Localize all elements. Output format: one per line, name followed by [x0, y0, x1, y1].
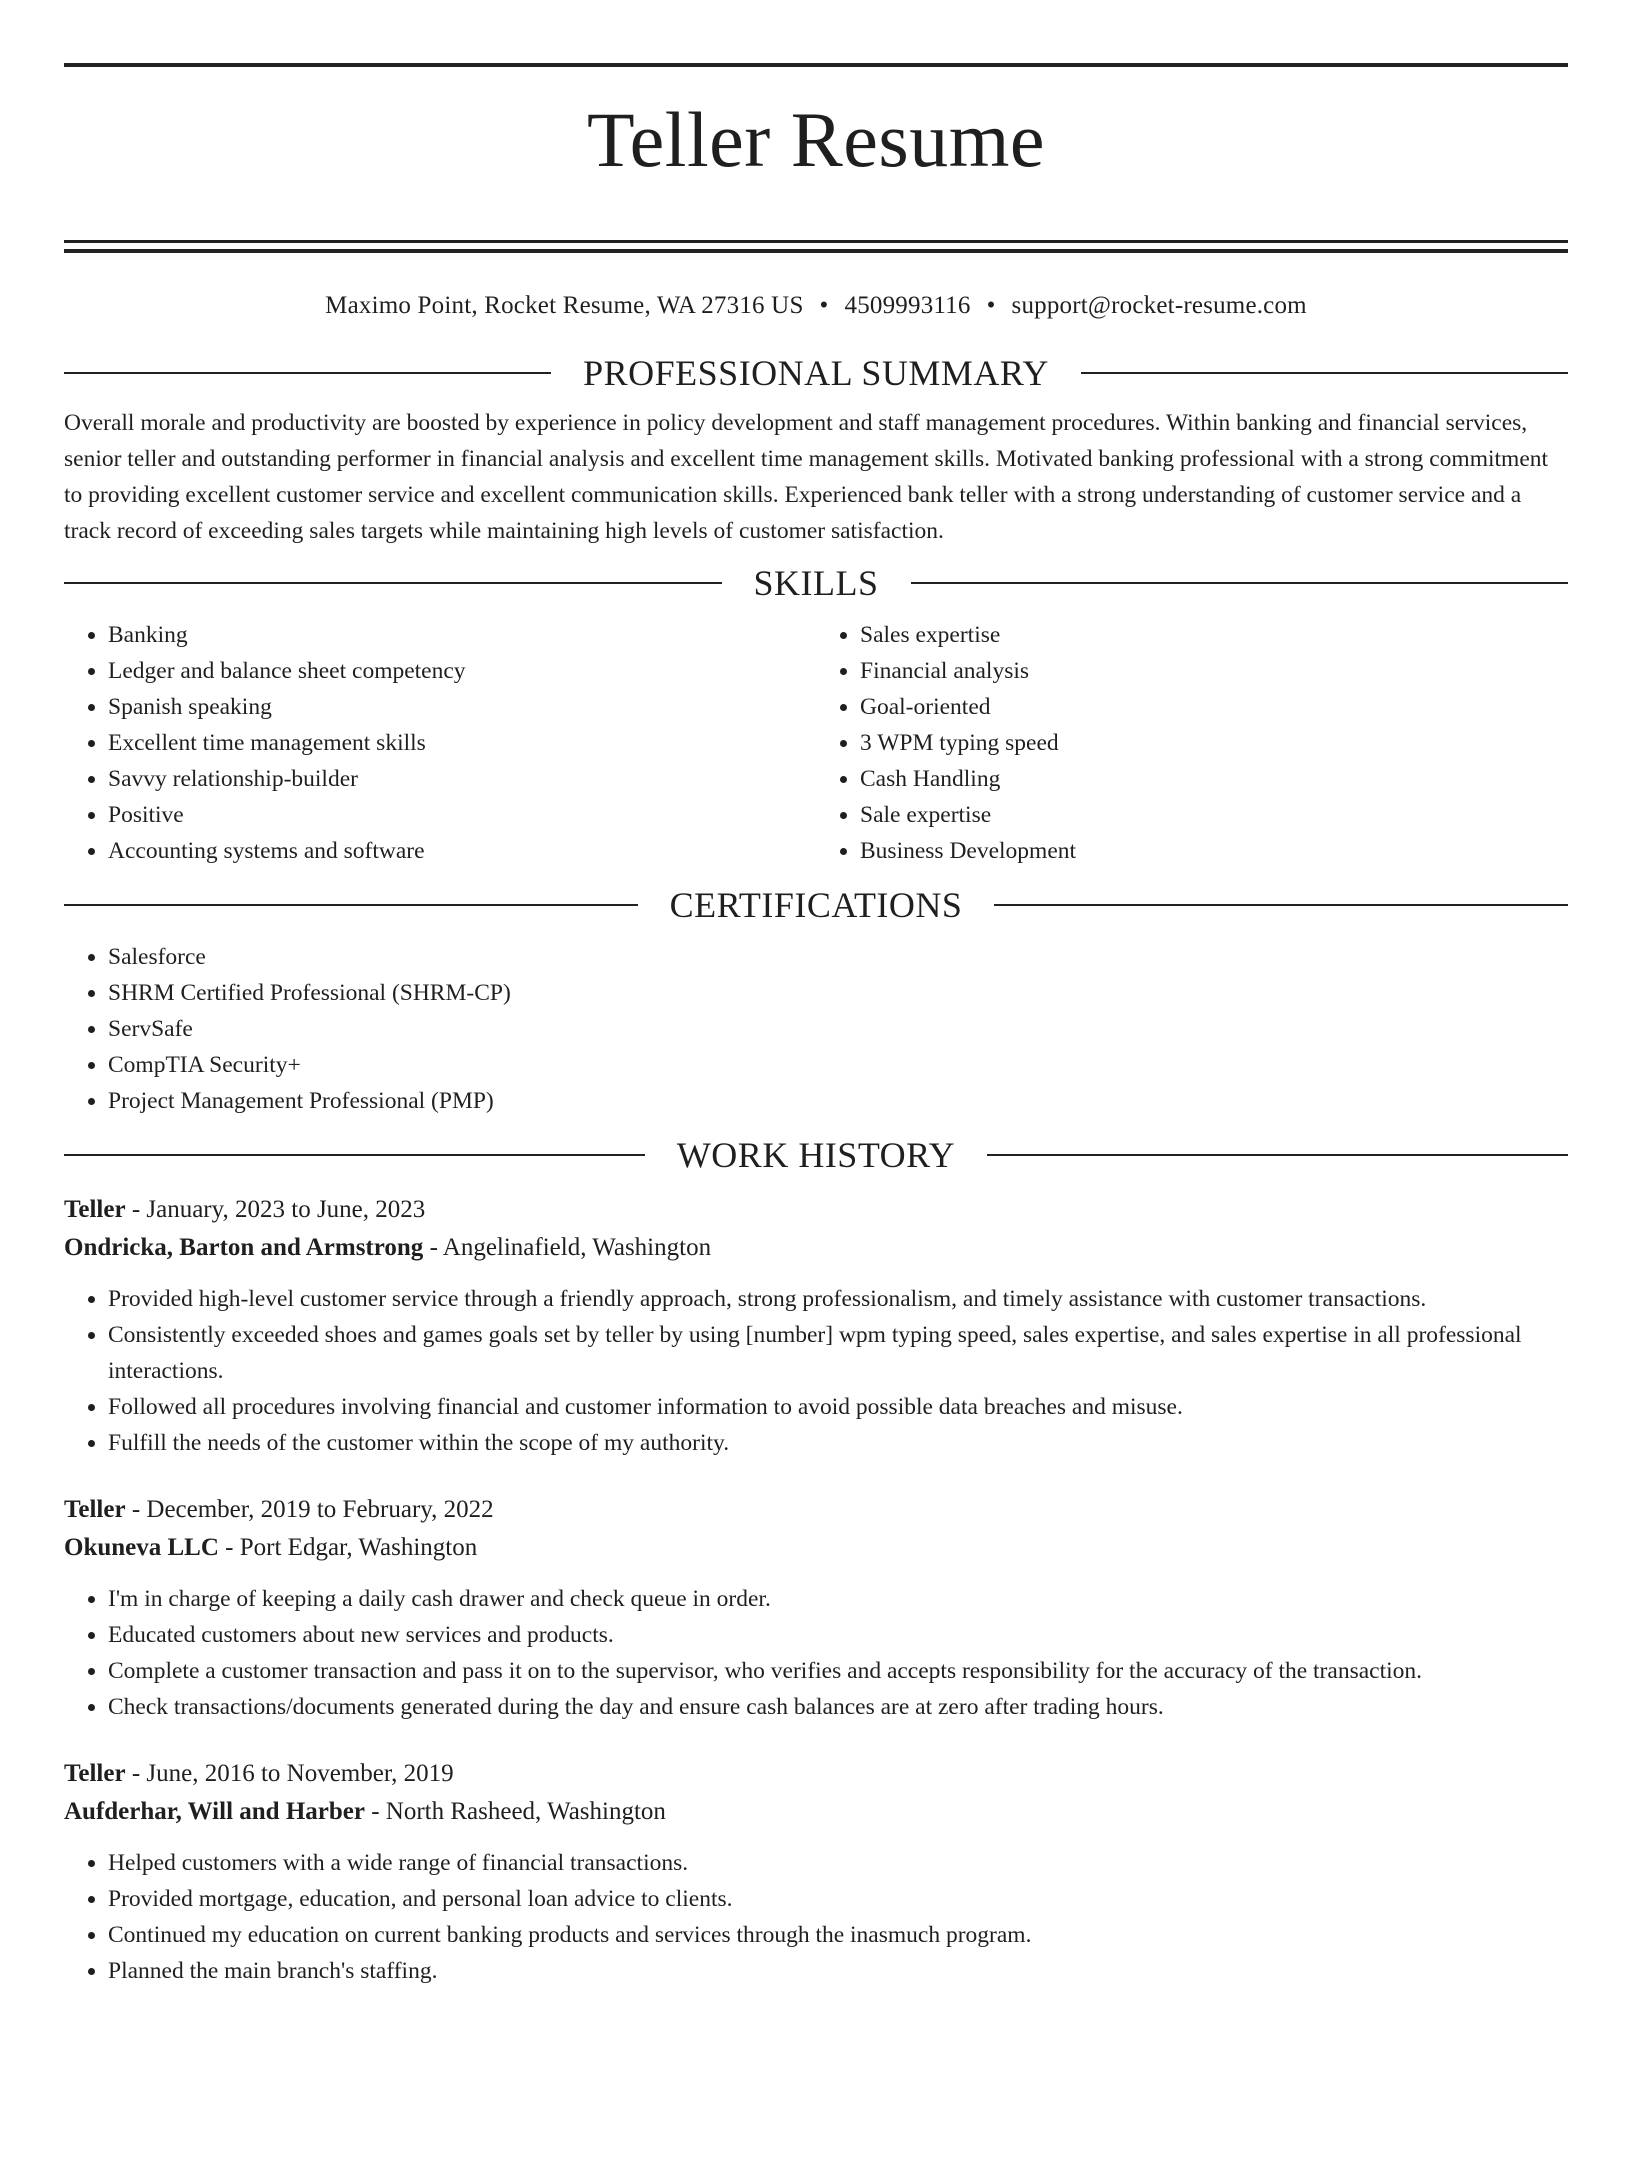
title-double-rule: [64, 240, 1568, 253]
job-entry: [64, 1191, 1568, 1461]
job-title: Teller: [64, 1760, 126, 1787]
skill-item: • Savvy relationship-builder: [108, 761, 816, 797]
skill-item: • Sale expertise: [860, 797, 1568, 833]
skill-item: • Accounting systems and software: [108, 833, 816, 869]
skill-item: • Banking: [108, 617, 816, 653]
duty-item: • Provided high-level customer service through a friendly approach, strong professionalism, and timely assistance with customer transactions.: [108, 1281, 1568, 1317]
duty-item: • Continued my education on current banking products and services through the inasmuch program.: [108, 1917, 1568, 1953]
skill-item: • 3 WPM typing speed: [860, 725, 1568, 761]
job-entry: [64, 1755, 1568, 1989]
duty-item: • Helped customers with a wide range of financial transactions.: [108, 1845, 1568, 1881]
job-duties: [64, 1845, 1568, 1989]
resume-title: Teller Resume: [586, 96, 1046, 183]
skill-item: • Cash Handling: [860, 761, 1568, 797]
duty-item: • Complete a customer transaction and pass it on to the supervisor, who verifies and accepts responsibility for the accuracy of the transaction.: [108, 1653, 1568, 1689]
skill-item: • Financial analysis: [860, 653, 1568, 689]
skills-heading: [64, 561, 1568, 605]
heading-rule-right: [911, 582, 1569, 584]
skill-item: • Sales expertise: [860, 617, 1568, 653]
resume-page: [0, 63, 1632, 2175]
job-company: Aufderhar, Will and Harber: [64, 1798, 365, 1825]
job-title: Teller: [64, 1196, 126, 1223]
certification-item: • CompTIA Security+: [108, 1047, 1568, 1083]
duty-item: • Followed all procedures involving financial and customer information to avoid possible data breaches and misuse.: [108, 1389, 1568, 1425]
job-location: - Port Edgar, Washington: [218, 1534, 478, 1561]
skill-item: • Business Development: [860, 833, 1568, 869]
heading-rule-right: [994, 904, 1568, 906]
job-entry: [64, 1491, 1568, 1725]
contact-separator: •: [819, 292, 829, 319]
contact-line: [64, 286, 1568, 326]
job-company-line: [64, 1529, 1568, 1567]
certification-item: • Salesforce: [108, 939, 1568, 975]
job-dates: - December, 2019 to February, 2022: [125, 1496, 494, 1523]
duty-item: • Educated customers about new services and products.: [108, 1617, 1568, 1653]
work-history-heading-text: WORK HISTORY: [676, 1135, 956, 1175]
duty-item: • Fulfill the needs of the customer within the scope of my authority.: [108, 1425, 1568, 1461]
job-duties: [64, 1281, 1568, 1461]
job-duties: [64, 1581, 1568, 1725]
summary-text: Overall morale and productivity are boosted by experience in policy development and staff management procedures. Within banking and financial services, senior teller and outstanding performer in financial analysis and excellent time management skills. Motivated banking professional with a strong commitment to providing excellent customer service and excellent communication skills. Experienced bank teller with a strong understanding of customer service and a track record of exceeding sales targets while maintaining high levels of customer satisfaction.: [64, 410, 1549, 544]
job-title: Teller: [64, 1496, 126, 1523]
heading-rule-right: [987, 1154, 1568, 1156]
skill-item: • Positive: [108, 797, 816, 833]
duty-item: • Consistently exceeded shoes and games goals set by teller by using [number] wpm typing speed, sales expertise, and sales expertise in all professional interactions.: [108, 1317, 1568, 1389]
skills-list: [64, 617, 1568, 869]
heading-rule-left: [64, 582, 722, 584]
job-title-line: [64, 1491, 1568, 1529]
job-company: Okuneva LLC: [64, 1534, 219, 1561]
duty-item: • I'm in charge of keeping a daily cash drawer and check queue in order.: [108, 1581, 1568, 1617]
certifications-list: [64, 939, 1568, 1119]
summary-heading: [64, 351, 1568, 395]
certification-item: • SHRM Certified Professional (SHRM-CP): [108, 975, 1568, 1011]
work-history-heading: [64, 1133, 1568, 1177]
duty-item: • Planned the main branch's staffing.: [108, 1953, 1568, 1989]
job-dates: - June, 2016 to November, 2019: [125, 1760, 454, 1787]
job-title-line: [64, 1191, 1568, 1229]
skill-item: • Spanish speaking: [108, 689, 816, 725]
duty-item: • Provided mortgage, education, and personal loan advice to clients.: [108, 1881, 1568, 1917]
job-company-line: [64, 1229, 1568, 1267]
skills-column-left: [64, 617, 816, 869]
job-dates: - January, 2023 to June, 2023: [125, 1196, 426, 1223]
certifications-heading: [64, 883, 1568, 927]
duty-item: • Check transactions/documents generated during the day and ensure cash balances are at zero after trading hours.: [108, 1689, 1568, 1725]
heading-rule-left: [64, 372, 551, 374]
skill-item: • Ledger and balance sheet competency: [108, 653, 816, 689]
summary-heading-text: PROFESSIONAL SUMMARY: [583, 353, 1049, 393]
contact-email: support@rocket-resume.com: [1011, 292, 1307, 319]
job-title-line: [64, 1755, 1568, 1793]
skills-heading-text: SKILLS: [753, 563, 879, 603]
certification-item: • Project Management Professional (PMP): [108, 1083, 1568, 1119]
contact-separator: •: [986, 292, 996, 319]
skills-column-right: [816, 617, 1568, 869]
job-location: - Angelinafield, Washington: [423, 1234, 712, 1261]
skill-item: • Excellent time management skills: [108, 725, 816, 761]
skill-item: • Goal-oriented: [860, 689, 1568, 725]
contact-phone: 4509993116: [844, 292, 971, 319]
certifications-heading-text: CERTIFICATIONS: [669, 885, 963, 925]
job-company: Ondricka, Barton and Armstrong: [64, 1234, 424, 1261]
job-location: - North Rasheed, Washington: [364, 1798, 666, 1825]
certification-item: • ServSafe: [108, 1011, 1568, 1047]
heading-rule-left: [64, 1154, 645, 1156]
job-company-line: [64, 1793, 1568, 1831]
heading-rule-right: [1081, 372, 1568, 374]
contact-address: Maximo Point, Rocket Resume, WA 27316 US: [325, 292, 804, 319]
heading-rule-left: [64, 904, 638, 906]
